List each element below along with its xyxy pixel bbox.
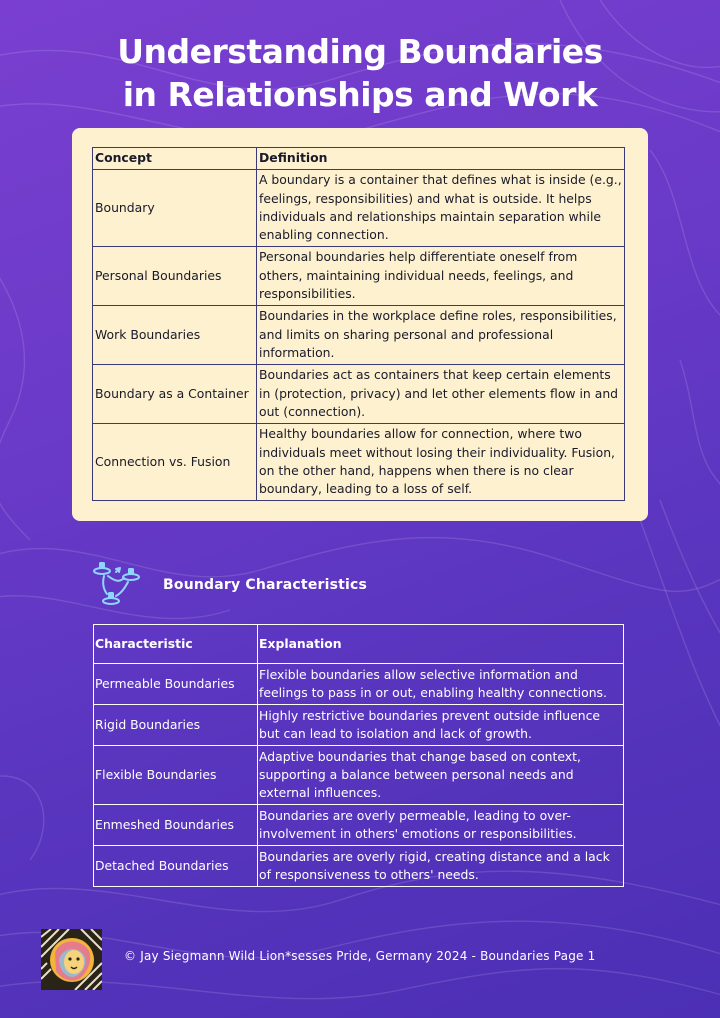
network-people-icon — [90, 558, 144, 612]
footer-copyright: © Jay Siegmann Wild Lion*sesses Pride, Germany 2024 - Boundaries Page 1 — [124, 949, 596, 963]
table-header-row — [94, 625, 624, 664]
characteristic-cell: Enmeshed Boundaries — [94, 805, 258, 846]
concept-cell: Connection vs. Fusion — [93, 424, 257, 501]
section-title-boundary-characteristics: Boundary Characteristics — [163, 577, 368, 593]
definition-cell: Healthy boundaries allow for connection, where two individuals meet without losing their individuality. Fusion, on the other hand, happens when there is no clear boundary, leading to a loss of self. — [257, 424, 625, 501]
lion-logo-icon — [41, 929, 102, 990]
concept-cell: Boundary — [93, 170, 257, 247]
table-row — [94, 805, 624, 846]
table-row — [93, 306, 625, 365]
explanation-cell: Adaptive boundaries that change based on context, supporting a balance between personal needs and external influences. — [258, 746, 624, 805]
column-header-definition: Definition — [257, 148, 625, 170]
concepts-card — [72, 128, 648, 521]
table-row — [93, 424, 625, 501]
characteristic-cell: Rigid Boundaries — [94, 705, 258, 746]
characteristic-cell: Detached Boundaries — [94, 846, 258, 887]
concepts-table — [92, 147, 625, 501]
concept-cell: Personal Boundaries — [93, 247, 257, 306]
table-row — [94, 705, 624, 746]
definition-cell: Boundaries in the workplace define roles, responsibilities, and limits on sharing personal and professional information. — [257, 306, 625, 365]
table-row — [93, 365, 625, 424]
column-header-characteristic: Characteristic — [94, 625, 258, 664]
characteristics-table — [93, 624, 624, 887]
page-title — [0, 30, 720, 116]
table-header-row — [93, 148, 625, 170]
definition-cell: Boundaries act as containers that keep certain elements in (protection, privacy) and let other elements flow in and out (connection). — [257, 365, 625, 424]
explanation-cell: Boundaries are overly rigid, creating distance and a lack of responsiveness to others' needs. — [258, 846, 624, 887]
column-header-concept: Concept — [93, 148, 257, 170]
page-title-line-1: Understanding Boundaries — [117, 32, 603, 71]
table-row — [94, 746, 624, 805]
explanation-cell: Boundaries are overly permeable, leading to over-involvement in others' emotions or responsibilities. — [258, 805, 624, 846]
column-header-explanation: Explanation — [258, 625, 624, 664]
definition-cell: Personal boundaries help differentiate oneself from others, maintaining individual needs, feelings, and responsibilities. — [257, 247, 625, 306]
table-row — [94, 664, 624, 705]
concept-cell: Work Boundaries — [93, 306, 257, 365]
explanation-cell: Highly restrictive boundaries prevent outside influence but can lead to isolation and lack of growth. — [258, 705, 624, 746]
definition-cell: A boundary is a container that defines what is inside (e.g., feelings, responsibilities) and what is outside. It helps individuals and relationships maintain separation while enabling connection. — [257, 170, 625, 247]
table-row — [94, 846, 624, 887]
table-row — [93, 170, 625, 247]
concept-cell: Boundary as a Container — [93, 365, 257, 424]
page-title-line-2: in Relationships and Work — [122, 75, 598, 114]
explanation-cell: Flexible boundaries allow selective information and feelings to pass in or out, enabling healthy connections. — [258, 664, 624, 705]
characteristic-cell: Permeable Boundaries — [94, 664, 258, 705]
table-row — [93, 247, 625, 306]
characteristic-cell: Flexible Boundaries — [94, 746, 258, 805]
